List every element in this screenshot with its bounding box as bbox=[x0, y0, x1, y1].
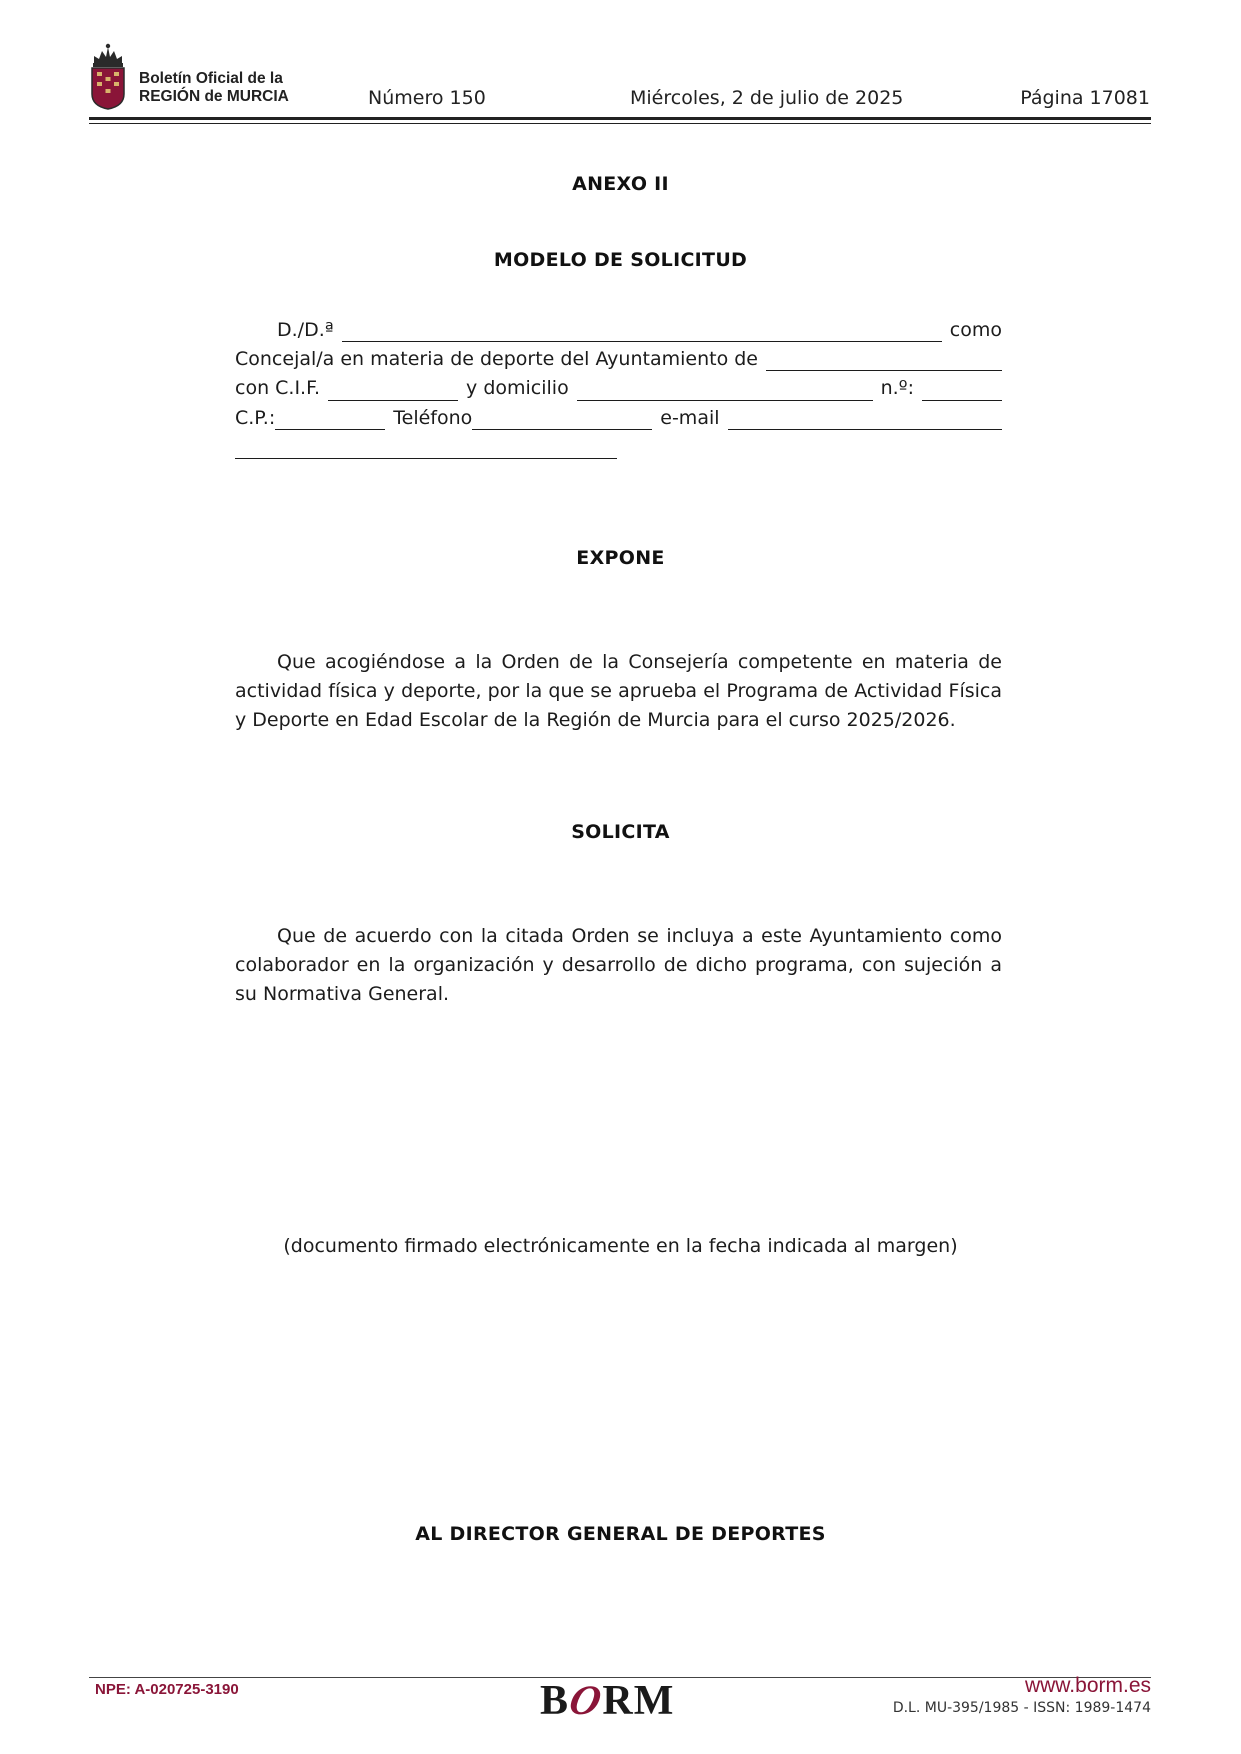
annex-title: ANEXO II bbox=[572, 173, 669, 195]
cp-field[interactable] bbox=[275, 407, 385, 430]
form-line-email-cont bbox=[235, 433, 1002, 462]
domicilio-label: y domicilio bbox=[466, 377, 569, 400]
expone-text: Que acogiéndose a la Orden de la Consejería competente en materia de actividad física y deporte, por la que se aprueba el Programa de Actividad Física y Deporte en Edad Escolar de la Región de Murcia para el curso 2025/2026. bbox=[235, 651, 1002, 732]
logo-letters-rm: RM bbox=[602, 1678, 675, 1724]
brand-line-1: Boletín Oficial de la bbox=[139, 70, 283, 87]
page-header bbox=[90, 40, 1150, 126]
email-label: e-mail bbox=[660, 406, 720, 429]
borm-logo bbox=[540, 1679, 674, 1723]
cif-field[interactable] bbox=[328, 378, 458, 401]
header-rule-thin bbox=[89, 123, 1151, 124]
brand-line-2: REGIÓN de MURCIA bbox=[139, 88, 289, 105]
municipality-label: Concejal/a en materia de deporte del Ayuntamiento de bbox=[235, 348, 758, 371]
applicant-form bbox=[235, 316, 1002, 462]
form-line-address bbox=[235, 374, 1002, 403]
como-label: como bbox=[949, 318, 1002, 341]
street-number-label: n.º: bbox=[880, 377, 914, 400]
logo-letter-b: B bbox=[540, 1678, 570, 1724]
cif-label: con C.I.F. bbox=[235, 377, 321, 400]
email-field-continued[interactable] bbox=[235, 436, 617, 459]
expone-title: EXPONE bbox=[576, 547, 665, 569]
logo-letter-o: O bbox=[565, 1678, 607, 1724]
website-link[interactable]: www.borm.es bbox=[1024, 1674, 1151, 1697]
npe-code: NPE: A-020725-3190 bbox=[95, 1681, 239, 1698]
legal-deposit: D.L. MU-395/1985 - ISSN: 1989-1474 bbox=[892, 1700, 1151, 1716]
issue-number: Número 150 bbox=[368, 87, 486, 109]
municipality-field[interactable] bbox=[766, 348, 1002, 371]
cp-label: C.P.: bbox=[235, 406, 276, 429]
page-number: Página 17081 bbox=[1020, 87, 1150, 109]
form-line-contact bbox=[235, 404, 1002, 433]
telefono-label: Teléfono bbox=[393, 406, 473, 429]
model-title: MODELO DE SOLICITUD bbox=[493, 249, 748, 271]
form-line-municipality bbox=[235, 345, 1002, 374]
solicita-text: Que de acuerdo con la citada Orden se incluya a este Ayuntamiento como colaborador en la organización y desarrollo de dicho programa, con sujeción a su Normativa General. bbox=[235, 925, 1002, 1006]
addressee: AL DIRECTOR GENERAL DE DEPORTES bbox=[415, 1523, 826, 1545]
domicilio-field[interactable] bbox=[577, 378, 873, 401]
solicita-title: SOLICITA bbox=[571, 821, 670, 843]
street-number-field[interactable] bbox=[922, 378, 1002, 401]
bulletin-brand bbox=[139, 70, 289, 106]
solicita-paragraph bbox=[235, 922, 1002, 1010]
murcia-coat-of-arms-icon bbox=[90, 42, 126, 110]
form-line-name bbox=[235, 316, 1002, 345]
electronic-signature-note: (documento firmado electrónicamente en la fecha indicada al margen) bbox=[283, 1235, 958, 1257]
header-rule-thick bbox=[89, 117, 1151, 120]
name-field[interactable] bbox=[342, 319, 942, 342]
name-label: D./D.ª bbox=[277, 318, 334, 341]
email-field[interactable] bbox=[728, 407, 1002, 430]
expone-paragraph bbox=[235, 648, 1002, 736]
issue-date: Miércoles, 2 de julio de 2025 bbox=[630, 87, 904, 109]
telefono-field[interactable] bbox=[472, 407, 652, 430]
